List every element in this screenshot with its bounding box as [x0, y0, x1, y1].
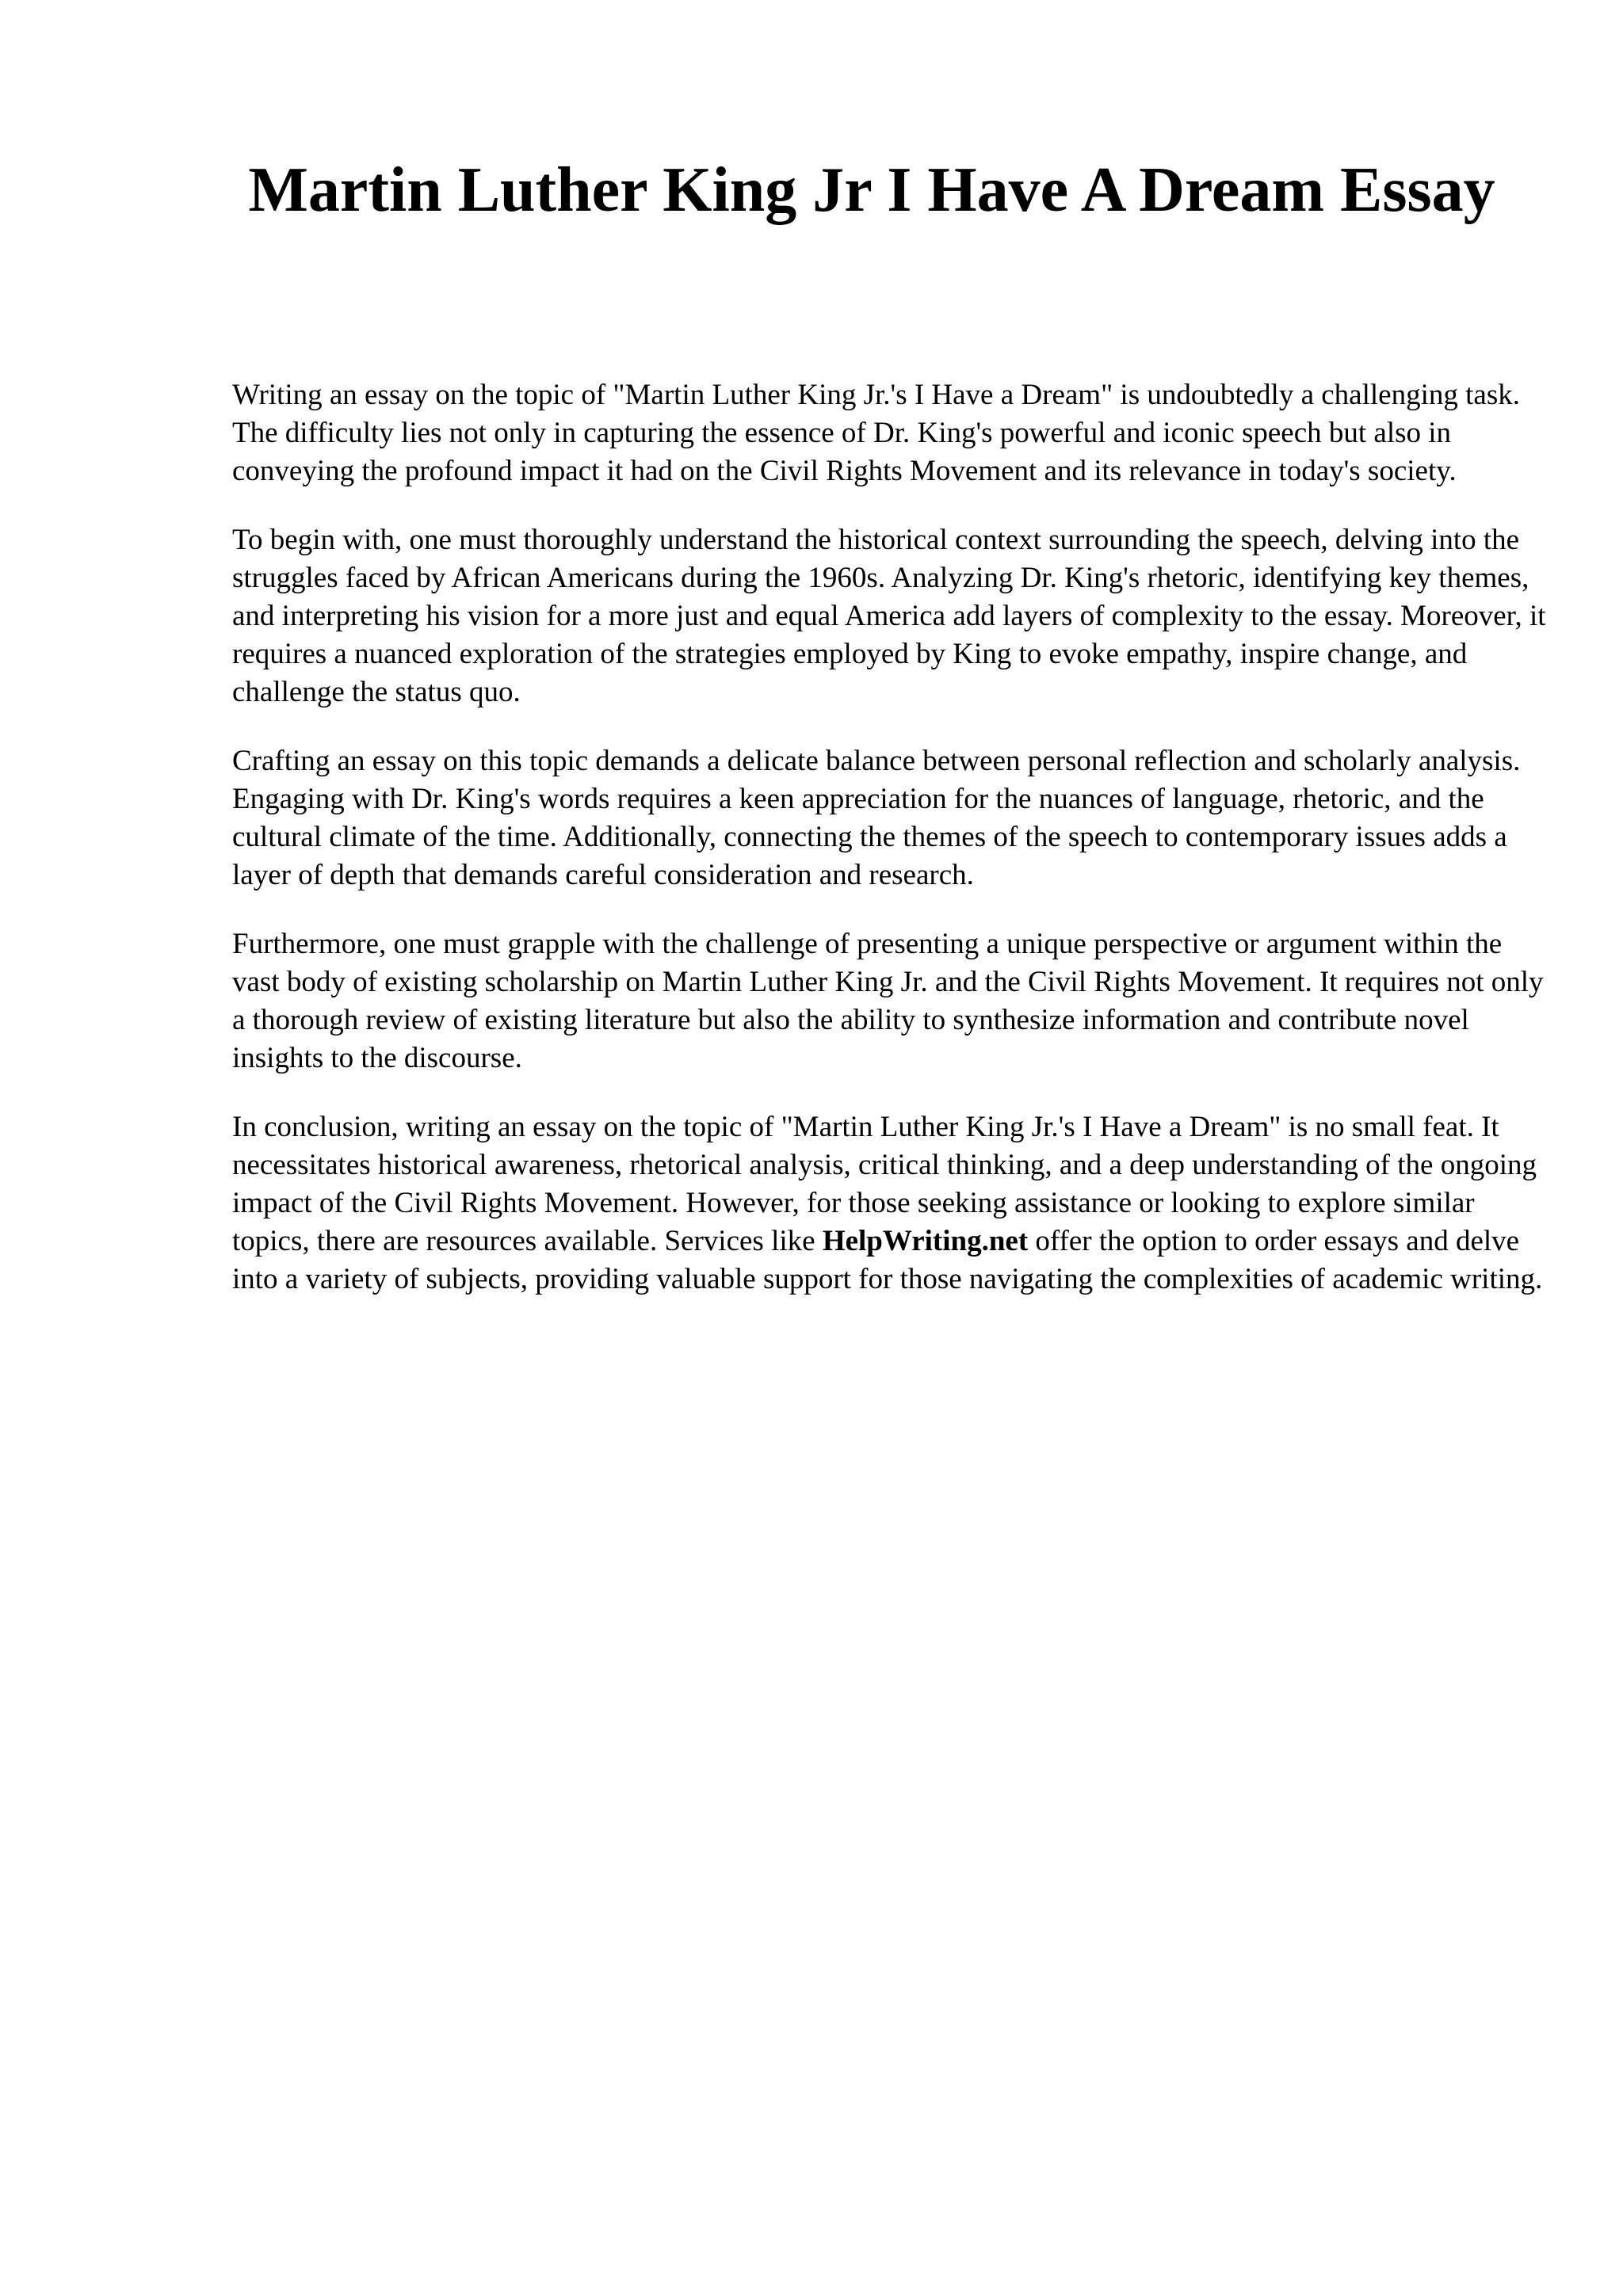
service-brand-link[interactable]: HelpWriting.net — [822, 1225, 1029, 1257]
conclusion-text-before: In conclusion, writing an essay on the topic of "Martin Luther King Jr.'s I Have a Dream" is no small feat. It necessitates historical awareness, rhetorical analysis, critical thinking, and a deep understanding of the ongoing impact of the Civil Rights Movement. However, for those seeking assistance or looking to explore similar topics, there are resources available. Services like — [232, 1111, 1537, 1257]
document-title: Martin Luther King Jr I Have A Dream Essay — [248, 155, 1495, 225]
paragraph-intro: Writing an essay on the topic of "Martin Luther King Jr.'s I Have a Dream" is undoubtedly a challenging task. The difficulty lies not only in capturing the essence of Dr. King's powerful and iconic speech but also in conveying the profound impact it had on the Civil Rights Movement and its relevance in today's society. — [232, 379, 1520, 487]
paragraph-crafting: Crafting an essay on this topic demands a delicate balance between personal reflection and scholarly analysis. Engaging with Dr. King's words requires a keen appreciation for the nuances of language, rhetoric, and the cultural climate of the time. Additionally, connecting the themes of the speech to contemporary issues adds a layer of depth that demands careful consideration and research. — [232, 745, 1521, 891]
paragraph-historical-context: To begin with, one must thoroughly understand the historical context surrounding the speech, delving into the struggles faced by African Americans during the 1960s. Analyzing Dr. King's rhetoric, identifying key themes, and interpreting his vision for a more just and equal America add layers of complexity to the essay. Moreover, it requires a nuanced exploration of the strategies employed by King to evoke empathy, inspire change, and challenge the status quo. — [232, 524, 1546, 708]
document-body — [232, 376, 1548, 1329]
paragraph-furthermore: Furthermore, one must grapple with the challenge of presenting a unique perspective or argument within the vast body of existing scholarship on Martin Luther King Jr. and the Civil Rights Movement. It requires not only a thorough review of existing literature but also the ability to synthesize information and contribute novel insights to the discourse. — [232, 928, 1544, 1074]
paragraph-conclusion — [232, 1108, 1548, 1299]
conclusion-text-after: offer the option to order essays and delve into a variety of subjects, providing valuable support for those navigating the complexities of academic writing. — [232, 1225, 1543, 1295]
